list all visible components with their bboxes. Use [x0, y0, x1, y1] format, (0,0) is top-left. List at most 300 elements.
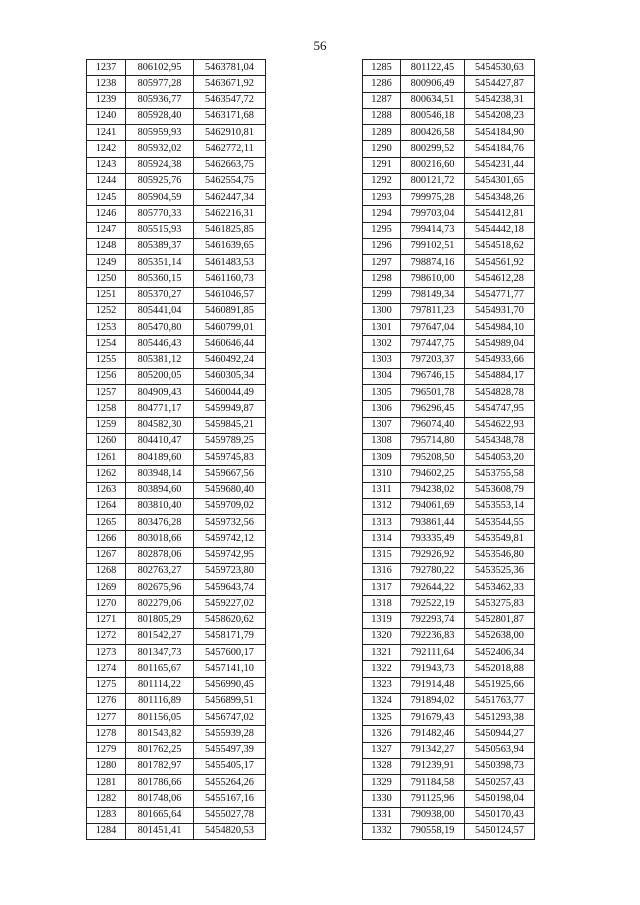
y-coordinate-cell: 5450170,43 [465, 807, 535, 823]
x-coordinate-cell: 792926,92 [401, 547, 465, 563]
point-number-cell: 1253 [87, 320, 126, 336]
y-coordinate-cell: 5462554,75 [194, 173, 266, 189]
point-number-cell: 1286 [363, 76, 401, 92]
x-coordinate-cell: 801782,97 [126, 758, 194, 774]
y-coordinate-cell: 5454053,20 [465, 450, 535, 466]
point-number-cell: 1257 [87, 385, 126, 401]
table-row [87, 255, 266, 271]
x-coordinate-cell: 801748,06 [126, 791, 194, 807]
y-coordinate-cell: 5453549,81 [465, 531, 535, 547]
table-row [363, 450, 535, 466]
table-row [87, 580, 266, 596]
point-number-cell: 1280 [87, 758, 126, 774]
y-coordinate-cell: 5459845,21 [194, 417, 266, 433]
x-coordinate-cell: 790558,19 [401, 823, 465, 839]
table-row [363, 206, 535, 222]
x-coordinate-cell: 803894,60 [126, 482, 194, 498]
y-coordinate-cell: 5459680,40 [194, 482, 266, 498]
x-coordinate-cell: 800299,52 [401, 141, 465, 157]
table-row [363, 141, 535, 157]
point-number-cell: 1295 [363, 222, 401, 238]
y-coordinate-cell: 5454184,76 [465, 141, 535, 157]
y-coordinate-cell: 5454747,95 [465, 401, 535, 417]
table-row [87, 710, 266, 726]
point-number-cell: 1268 [87, 563, 126, 579]
x-coordinate-cell: 791679,43 [401, 710, 465, 726]
table-row [87, 628, 266, 644]
x-coordinate-cell: 793861,44 [401, 515, 465, 531]
point-number-cell: 1322 [363, 661, 401, 677]
y-coordinate-cell: 5454989,04 [465, 336, 535, 352]
table-row [87, 417, 266, 433]
y-coordinate-cell: 5452801,87 [465, 612, 535, 628]
x-coordinate-cell: 795208,50 [401, 450, 465, 466]
point-number-cell: 1260 [87, 433, 126, 449]
y-coordinate-cell: 5454518,62 [465, 238, 535, 254]
x-coordinate-cell: 799102,51 [401, 238, 465, 254]
point-number-cell: 1319 [363, 612, 401, 628]
x-coordinate-cell: 797447,75 [401, 336, 465, 352]
table-row [363, 775, 535, 791]
point-number-cell: 1240 [87, 108, 126, 124]
table-row [87, 303, 266, 319]
x-coordinate-cell: 804410,47 [126, 433, 194, 449]
y-coordinate-cell: 5454184,90 [465, 125, 535, 141]
point-number-cell: 1284 [87, 823, 126, 839]
table-row [87, 645, 266, 661]
point-number-cell: 1272 [87, 628, 126, 644]
point-number-cell: 1291 [363, 157, 401, 173]
y-coordinate-cell: 5454828,78 [465, 385, 535, 401]
point-number-cell: 1301 [363, 320, 401, 336]
y-coordinate-cell: 5459723,80 [194, 563, 266, 579]
table-row [87, 76, 266, 92]
y-coordinate-cell: 5461639,65 [194, 238, 266, 254]
point-number-cell: 1241 [87, 125, 126, 141]
table-row [87, 385, 266, 401]
table-row [87, 352, 266, 368]
point-number-cell: 1315 [363, 547, 401, 563]
table-row [363, 580, 535, 596]
point-number-cell: 1271 [87, 612, 126, 628]
x-coordinate-cell: 805381,12 [126, 352, 194, 368]
y-coordinate-cell: 5454348,78 [465, 433, 535, 449]
y-coordinate-cell: 5454820,53 [194, 823, 266, 839]
y-coordinate-cell: 5461825,85 [194, 222, 266, 238]
y-coordinate-cell: 5463547,72 [194, 92, 266, 108]
point-number-cell: 1254 [87, 336, 126, 352]
point-number-cell: 1321 [363, 645, 401, 661]
y-coordinate-cell: 5461483,53 [194, 255, 266, 271]
table-row [87, 531, 266, 547]
y-coordinate-cell: 5451293,38 [465, 710, 535, 726]
x-coordinate-cell: 799703,04 [401, 206, 465, 222]
y-coordinate-cell: 5455939,28 [194, 726, 266, 742]
point-number-cell: 1288 [363, 108, 401, 124]
table-row [87, 401, 266, 417]
table-row [363, 157, 535, 173]
x-coordinate-cell: 792780,22 [401, 563, 465, 579]
point-number-cell: 1242 [87, 141, 126, 157]
table-row [363, 76, 535, 92]
x-coordinate-cell: 805924,38 [126, 157, 194, 173]
point-number-cell: 1300 [363, 303, 401, 319]
point-number-cell: 1251 [87, 287, 126, 303]
y-coordinate-cell: 5458171,79 [194, 628, 266, 644]
point-number-cell: 1313 [363, 515, 401, 531]
point-number-cell: 1244 [87, 173, 126, 189]
x-coordinate-cell: 802279,06 [126, 596, 194, 612]
y-coordinate-cell: 5454933,66 [465, 352, 535, 368]
x-coordinate-cell: 804909,43 [126, 385, 194, 401]
x-coordinate-cell: 803018,66 [126, 531, 194, 547]
y-coordinate-cell: 5450257,43 [465, 775, 535, 791]
point-number-cell: 1330 [363, 791, 401, 807]
x-coordinate-cell: 802763,27 [126, 563, 194, 579]
point-number-cell: 1292 [363, 173, 401, 189]
y-coordinate-cell: 5459227,02 [194, 596, 266, 612]
point-number-cell: 1304 [363, 368, 401, 384]
x-coordinate-cell: 801786,66 [126, 775, 194, 791]
point-number-cell: 1311 [363, 482, 401, 498]
x-coordinate-cell: 791125,96 [401, 791, 465, 807]
x-coordinate-cell: 800634,51 [401, 92, 465, 108]
x-coordinate-cell: 805200,05 [126, 368, 194, 384]
table-row [87, 271, 266, 287]
x-coordinate-cell: 796296,45 [401, 401, 465, 417]
x-coordinate-cell: 796501,78 [401, 385, 465, 401]
point-number-cell: 1316 [363, 563, 401, 579]
table-row [87, 482, 266, 498]
y-coordinate-cell: 5459742,12 [194, 531, 266, 547]
table-row [87, 515, 266, 531]
table-row [363, 352, 535, 368]
y-coordinate-cell: 5460799,01 [194, 320, 266, 336]
point-number-cell: 1259 [87, 417, 126, 433]
x-coordinate-cell: 801805,29 [126, 612, 194, 628]
y-coordinate-cell: 5459643,74 [194, 580, 266, 596]
point-number-cell: 1299 [363, 287, 401, 303]
table-row [87, 612, 266, 628]
x-coordinate-cell: 804771,17 [126, 401, 194, 417]
x-coordinate-cell: 801165,67 [126, 661, 194, 677]
y-coordinate-cell: 5450124,57 [465, 823, 535, 839]
y-coordinate-cell: 5460891,85 [194, 303, 266, 319]
coordinates-table-right [362, 59, 535, 840]
point-number-cell: 1267 [87, 547, 126, 563]
table-row [87, 466, 266, 482]
page-number: 56 [313, 38, 327, 53]
y-coordinate-cell: 5459709,02 [194, 498, 266, 514]
point-number-cell: 1324 [363, 693, 401, 709]
table-row [87, 336, 266, 352]
x-coordinate-cell: 801451,41 [126, 823, 194, 839]
x-coordinate-cell: 797203,37 [401, 352, 465, 368]
x-coordinate-cell: 800121,72 [401, 173, 465, 189]
y-coordinate-cell: 5450944,27 [465, 726, 535, 742]
x-coordinate-cell: 805770,33 [126, 206, 194, 222]
table-row [363, 693, 535, 709]
y-coordinate-cell: 5455167,16 [194, 791, 266, 807]
point-number-cell: 1331 [363, 807, 401, 823]
table-row [87, 823, 266, 839]
x-coordinate-cell: 802675,96 [126, 580, 194, 596]
y-coordinate-cell: 5463671,92 [194, 76, 266, 92]
point-number-cell: 1287 [363, 92, 401, 108]
point-number-cell: 1309 [363, 450, 401, 466]
x-coordinate-cell: 803948,14 [126, 466, 194, 482]
y-coordinate-cell: 5460305,34 [194, 368, 266, 384]
point-number-cell: 1264 [87, 498, 126, 514]
table-row [363, 628, 535, 644]
point-number-cell: 1294 [363, 206, 401, 222]
point-number-cell: 1332 [363, 823, 401, 839]
y-coordinate-cell: 5460646,44 [194, 336, 266, 352]
x-coordinate-cell: 796746,15 [401, 368, 465, 384]
y-coordinate-cell: 5453275,83 [465, 596, 535, 612]
point-number-cell: 1320 [363, 628, 401, 644]
x-coordinate-cell: 801347,73 [126, 645, 194, 661]
point-number-cell: 1305 [363, 385, 401, 401]
table-row [87, 433, 266, 449]
x-coordinate-cell: 801542,27 [126, 628, 194, 644]
point-number-cell: 1302 [363, 336, 401, 352]
x-coordinate-cell: 805959,93 [126, 125, 194, 141]
point-number-cell: 1293 [363, 190, 401, 206]
point-number-cell: 1247 [87, 222, 126, 238]
y-coordinate-cell: 5453553,14 [465, 498, 535, 514]
point-number-cell: 1258 [87, 401, 126, 417]
point-number-cell: 1298 [363, 271, 401, 287]
table-row [87, 92, 266, 108]
x-coordinate-cell: 792644,22 [401, 580, 465, 596]
point-number-cell: 1270 [87, 596, 126, 612]
table-row [363, 791, 535, 807]
y-coordinate-cell: 5454412,81 [465, 206, 535, 222]
table-row [363, 271, 535, 287]
table-row [363, 303, 535, 319]
point-number-cell: 1278 [87, 726, 126, 742]
point-number-cell: 1282 [87, 791, 126, 807]
point-number-cell: 1239 [87, 92, 126, 108]
table-row [363, 612, 535, 628]
point-number-cell: 1314 [363, 531, 401, 547]
x-coordinate-cell: 797647,04 [401, 320, 465, 336]
y-coordinate-cell: 5457600,17 [194, 645, 266, 661]
x-coordinate-cell: 801116,89 [126, 693, 194, 709]
y-coordinate-cell: 5456747,02 [194, 710, 266, 726]
y-coordinate-cell: 5454984,10 [465, 320, 535, 336]
y-coordinate-cell: 5454208,23 [465, 108, 535, 124]
x-coordinate-cell: 805515,93 [126, 222, 194, 238]
y-coordinate-cell: 5462910,81 [194, 125, 266, 141]
table-row [87, 238, 266, 254]
point-number-cell: 1296 [363, 238, 401, 254]
table-row [87, 173, 266, 189]
point-number-cell: 1238 [87, 76, 126, 92]
x-coordinate-cell: 805351,14 [126, 255, 194, 271]
y-coordinate-cell: 5463781,04 [194, 60, 266, 76]
x-coordinate-cell: 794238,02 [401, 482, 465, 498]
x-coordinate-cell: 801122,45 [401, 60, 465, 76]
table-row [363, 255, 535, 271]
y-coordinate-cell: 5454231,44 [465, 157, 535, 173]
x-coordinate-cell: 800546,18 [401, 108, 465, 124]
point-number-cell: 1318 [363, 596, 401, 612]
y-coordinate-cell: 5456990,45 [194, 677, 266, 693]
y-coordinate-cell: 5453462,33 [465, 580, 535, 596]
point-number-cell: 1327 [363, 742, 401, 758]
y-coordinate-cell: 5453608,79 [465, 482, 535, 498]
y-coordinate-cell: 5454561,92 [465, 255, 535, 271]
y-coordinate-cell: 5460044,49 [194, 385, 266, 401]
table-row [363, 563, 535, 579]
x-coordinate-cell: 801543,82 [126, 726, 194, 742]
x-coordinate-cell: 794061,69 [401, 498, 465, 514]
x-coordinate-cell: 791894,02 [401, 693, 465, 709]
table-row [363, 401, 535, 417]
y-coordinate-cell: 5454530,63 [465, 60, 535, 76]
y-coordinate-cell: 5461160,73 [194, 271, 266, 287]
table-row [363, 190, 535, 206]
x-coordinate-cell: 797811,23 [401, 303, 465, 319]
y-coordinate-cell: 5459732,56 [194, 515, 266, 531]
table-row [363, 726, 535, 742]
y-coordinate-cell: 5455264,26 [194, 775, 266, 791]
table-row [363, 547, 535, 563]
point-number-cell: 1306 [363, 401, 401, 417]
x-coordinate-cell: 792236,83 [401, 628, 465, 644]
x-coordinate-cell: 801114,22 [126, 677, 194, 693]
table-row [363, 498, 535, 514]
y-coordinate-cell: 5459742,95 [194, 547, 266, 563]
x-coordinate-cell: 798874,16 [401, 255, 465, 271]
table-row [87, 596, 266, 612]
table-row [87, 157, 266, 173]
table-row [87, 141, 266, 157]
y-coordinate-cell: 5454931,70 [465, 303, 535, 319]
y-coordinate-cell: 5450198,04 [465, 791, 535, 807]
x-coordinate-cell: 791184,58 [401, 775, 465, 791]
x-coordinate-cell: 794602,25 [401, 466, 465, 482]
point-number-cell: 1250 [87, 271, 126, 287]
point-number-cell: 1261 [87, 450, 126, 466]
table-row [363, 173, 535, 189]
table-row [87, 108, 266, 124]
table-row [87, 758, 266, 774]
y-coordinate-cell: 5454348,26 [465, 190, 535, 206]
x-coordinate-cell: 801665,64 [126, 807, 194, 823]
table-row [363, 823, 535, 839]
point-number-cell: 1245 [87, 190, 126, 206]
x-coordinate-cell: 791239,91 [401, 758, 465, 774]
point-number-cell: 1323 [363, 677, 401, 693]
y-coordinate-cell: 5459789,25 [194, 433, 266, 449]
point-number-cell: 1243 [87, 157, 126, 173]
point-number-cell: 1290 [363, 141, 401, 157]
y-coordinate-cell: 5460492,24 [194, 352, 266, 368]
point-number-cell: 1277 [87, 710, 126, 726]
point-number-cell: 1256 [87, 368, 126, 384]
x-coordinate-cell: 803810,40 [126, 498, 194, 514]
y-coordinate-cell: 5453525,36 [465, 563, 535, 579]
table-row [363, 742, 535, 758]
table-row [363, 596, 535, 612]
table-row [363, 758, 535, 774]
x-coordinate-cell: 798149,34 [401, 287, 465, 303]
table-row [87, 791, 266, 807]
point-number-cell: 1285 [363, 60, 401, 76]
point-number-cell: 1274 [87, 661, 126, 677]
point-number-cell: 1275 [87, 677, 126, 693]
table-row [363, 661, 535, 677]
x-coordinate-cell: 804189,60 [126, 450, 194, 466]
y-coordinate-cell: 5455497,39 [194, 742, 266, 758]
table-row [87, 190, 266, 206]
table-row [363, 385, 535, 401]
x-coordinate-cell: 805441,04 [126, 303, 194, 319]
x-coordinate-cell: 801762,25 [126, 742, 194, 758]
x-coordinate-cell: 805936,77 [126, 92, 194, 108]
x-coordinate-cell: 792293,74 [401, 612, 465, 628]
x-coordinate-cell: 805932,02 [126, 141, 194, 157]
point-number-cell: 1283 [87, 807, 126, 823]
point-number-cell: 1289 [363, 125, 401, 141]
table-row [87, 125, 266, 141]
table-row [363, 677, 535, 693]
table-row [87, 498, 266, 514]
y-coordinate-cell: 5451763,77 [465, 693, 535, 709]
y-coordinate-cell: 5454612,28 [465, 271, 535, 287]
table-row [87, 320, 266, 336]
x-coordinate-cell: 805904,59 [126, 190, 194, 206]
point-number-cell: 1317 [363, 580, 401, 596]
x-coordinate-cell: 791914,48 [401, 677, 465, 693]
x-coordinate-cell: 798610,00 [401, 271, 465, 287]
y-coordinate-cell: 5454238,31 [465, 92, 535, 108]
y-coordinate-cell: 5463171,68 [194, 108, 266, 124]
point-number-cell: 1263 [87, 482, 126, 498]
x-coordinate-cell: 805925,76 [126, 173, 194, 189]
table-row [87, 222, 266, 238]
y-coordinate-cell: 5453544,55 [465, 515, 535, 531]
x-coordinate-cell: 805389,37 [126, 238, 194, 254]
table-row [363, 368, 535, 384]
x-coordinate-cell: 796074,40 [401, 417, 465, 433]
x-coordinate-cell: 805928,40 [126, 108, 194, 124]
x-coordinate-cell: 799975,28 [401, 190, 465, 206]
table-row [87, 726, 266, 742]
table-row [363, 466, 535, 482]
point-number-cell: 1273 [87, 645, 126, 661]
point-number-cell: 1329 [363, 775, 401, 791]
y-coordinate-cell: 5456899,51 [194, 693, 266, 709]
table-row [87, 287, 266, 303]
y-coordinate-cell: 5461046,57 [194, 287, 266, 303]
table-row [363, 125, 535, 141]
table-row [87, 60, 266, 76]
x-coordinate-cell: 804582,30 [126, 417, 194, 433]
y-coordinate-cell: 5462663,75 [194, 157, 266, 173]
y-coordinate-cell: 5453755,58 [465, 466, 535, 482]
table-row [363, 336, 535, 352]
table-row [87, 547, 266, 563]
table-row [363, 531, 535, 547]
y-coordinate-cell: 5452018,88 [465, 661, 535, 677]
y-coordinate-cell: 5454442,18 [465, 222, 535, 238]
table-row [363, 417, 535, 433]
y-coordinate-cell: 5454301,65 [465, 173, 535, 189]
